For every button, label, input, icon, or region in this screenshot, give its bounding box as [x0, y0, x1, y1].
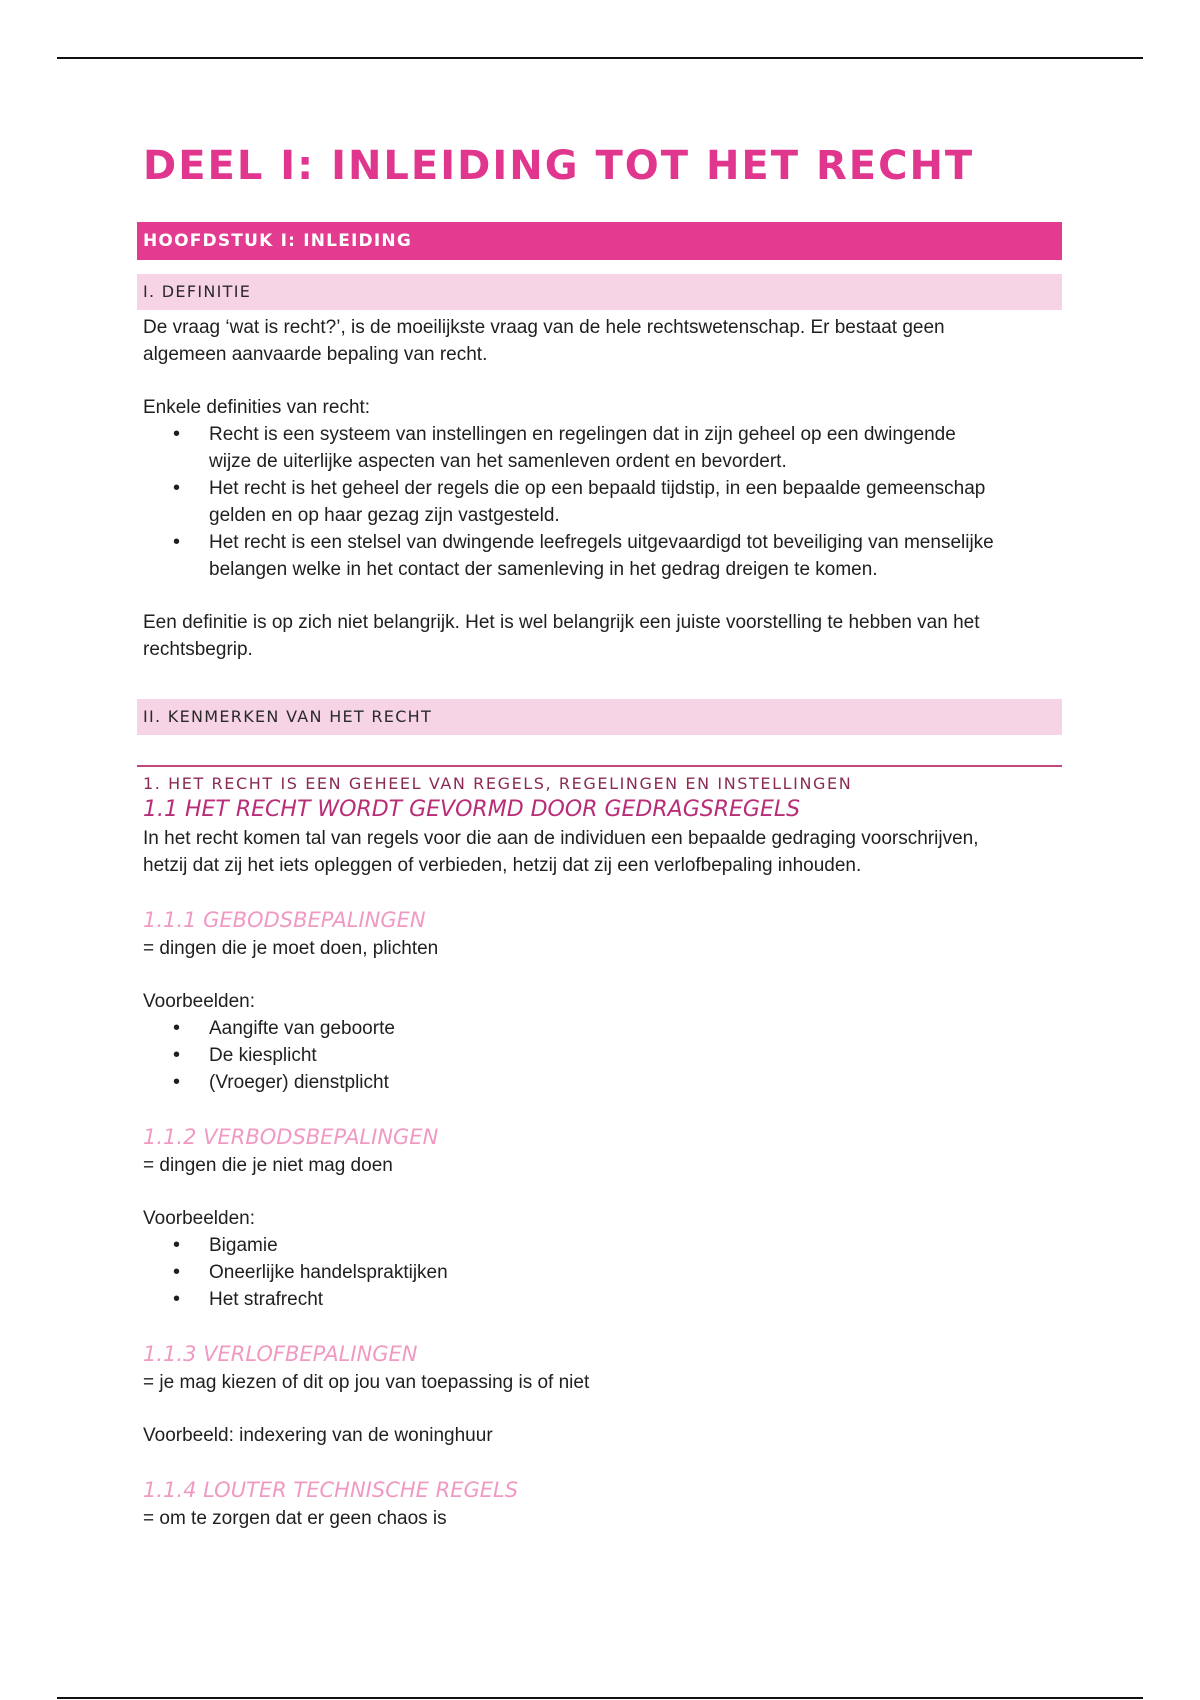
list-item: • Oneerlijke handelspraktijken — [209, 1259, 1062, 1286]
list-item: • Het recht is het geheel der regels die op een bepaald tijdstip, in een bepaalde gemeenschap gelden en op haar gezag zijn vastgesteld. — [173, 477, 986, 526]
bullet-icon: • — [173, 477, 181, 499]
heading-gebodsbepalingen: 1.1.1 GEBODSBEPALINGEN — [143, 908, 426, 932]
list-item: • Het recht is een stelsel van dwingende leefregels uitgevaardigd tot beveiliging van menselijke belangen welke in het contact der samenleving in het gedrag dreigen te komen. — [173, 531, 994, 580]
bullet-icon: • — [173, 531, 181, 553]
examples-label: Voorbeelden: — [143, 1208, 255, 1229]
bullet-icon: • — [173, 1288, 181, 1310]
list-item: • Recht is een systeem van instellingen en regelingen dat in zijn geheel op een dwingende wijze de uiterlijke aspecten van het samenleven ordent en bevordert. — [173, 423, 956, 472]
example-text: Voorbeeld: indexering van de woninghuur — [143, 1425, 493, 1446]
paragraph: De vraag ‘wat is recht?’, is de moeilijkste vraag van de hele rechtswetenschap. Er bestaat geen algemeen aanvaarde bepaling van recht. — [143, 317, 945, 365]
bullet-icon: • — [173, 1017, 181, 1039]
section-heading-definitie: I. DEFINITIE — [137, 274, 1062, 310]
heading-verbodsbepalingen: 1.1.2 VERBODSBEPALINGEN — [143, 1125, 439, 1149]
examples-label: Voorbeelden: — [143, 991, 255, 1012]
bullet-icon: • — [173, 1044, 181, 1066]
bottom-rule — [57, 1697, 1143, 1699]
list-intro: Enkele definities van recht: — [143, 397, 371, 418]
bullet-icon: • — [173, 423, 181, 445]
paragraph: In het recht komen tal van regels voor die aan de individuen een bepaalde gedraging voorschrijven, hetzij dat zij het iets opleggen of verbieden, hetzij dat zij een verlofbepaling inhouden. — [143, 828, 979, 876]
paragraph: Een definitie is op zich niet belangrijk. Het is wel belangrijk een juiste voorstelling te hebben van het rechtsbegrip. — [143, 612, 980, 660]
chapter-heading: HOOFDSTUK I: INLEIDING — [137, 222, 1062, 260]
list-item: • De kiesplicht — [209, 1042, 1062, 1069]
document-body — [137, 140, 1062, 1532]
definition-text: = dingen die je moet doen, plichten — [143, 938, 439, 959]
list-item: • Bigamie — [209, 1232, 1062, 1259]
section-heading-kenmerken: II. KENMERKEN VAN HET RECHT — [137, 699, 1062, 735]
list-item: • (Vroeger) dienstplicht — [209, 1069, 1062, 1096]
list-item: • Aangifte van geboorte — [209, 1015, 1062, 1042]
examples-list — [137, 1015, 1062, 1096]
heading-technische-regels: 1.1.4 LOUTER TECHNISCHE REGELS — [143, 1478, 519, 1502]
subsection-heading: 1. HET RECHT IS EEN GEHEEL VAN REGELS, REGELINGEN EN INSTELLINGEN — [137, 765, 1062, 795]
bullet-icon: • — [173, 1261, 181, 1283]
definition-text: = dingen die je niet mag doen — [143, 1155, 393, 1176]
definition-text: = je mag kiezen of dit op jou van toepassing is of niet — [143, 1372, 590, 1393]
bullet-icon: • — [173, 1071, 181, 1093]
document-title: DEEL I: INLEIDING TOT HET RECHT — [143, 143, 975, 189]
heading-verlofbepalingen: 1.1.3 VERLOFBEPALINGEN — [143, 1342, 418, 1366]
list-item: • Het strafrecht — [209, 1286, 1062, 1313]
definition-text: = om te zorgen dat er geen chaos is — [143, 1508, 447, 1529]
definitions-list — [137, 421, 1062, 583]
top-rule — [57, 57, 1143, 59]
examples-list — [137, 1232, 1062, 1313]
subsubsection-heading: 1.1 HET RECHT WORDT GEVORMD DOOR GEDRAGSREGELS — [143, 797, 801, 822]
bullet-icon: • — [173, 1234, 181, 1256]
